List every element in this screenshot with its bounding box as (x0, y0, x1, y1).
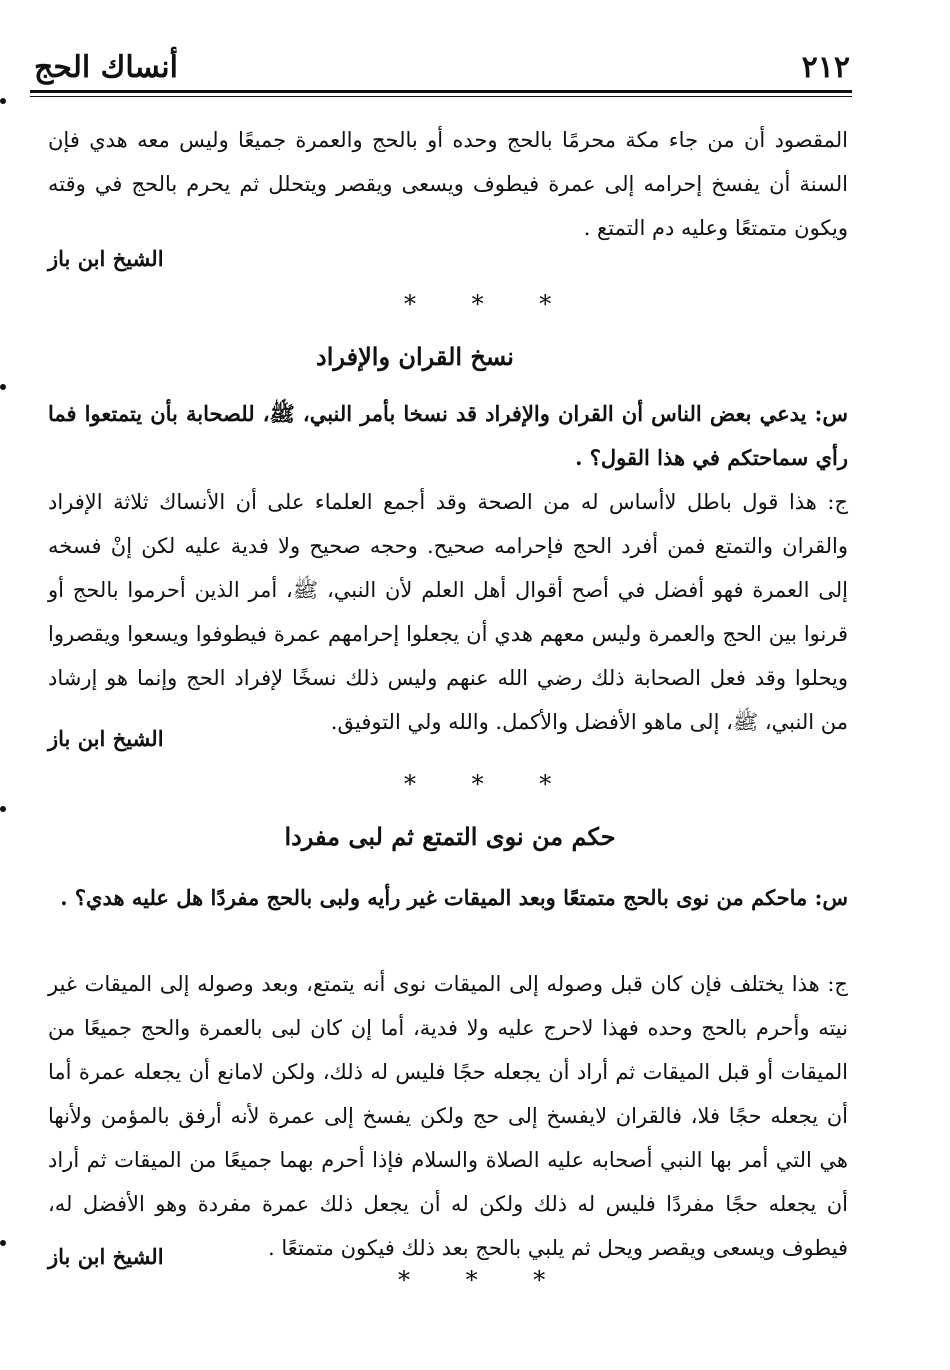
header-rule-thin (30, 96, 852, 97)
separator-stars: * * * (404, 290, 576, 318)
running-title: أنساك الحج (34, 50, 178, 85)
section1-signature: الشيخ ابن باز (48, 246, 164, 271)
section3-question: س: ماحكم من نوى بالحج متمتعًا وبعد الميقات غير رأيه ولبى بالحج مفردًا هل عليه هدي؟ . (60, 885, 848, 910)
page-number: ٢١٢ (801, 50, 850, 85)
margin-dot (0, 806, 6, 812)
separator-stars: * * * (404, 770, 576, 798)
header-rule-thick (30, 90, 852, 93)
margin-dot (0, 1240, 6, 1246)
section2-signature: الشيخ ابن باز (48, 726, 164, 751)
section3-answer: ج: هذا يختلف فإن كان قبل وصوله إلى الميقات نوى أنه يتمتع، وبعد وصوله إلى الميقات غير نيته وأحرم بالحج وحده فهذا لاحرج عليه ولا فدية، أما إن كان لبى بالعمرة والحج جميعًا من الميقات أو قبل الميقات ثم أراد أن يجعله حجًا فليس له ذلك، ولكن لامانع أن يجعله عمرة أما أن يجعله حجًا فلا، فالقران لايفسخ إلى حج ولكن يفسخ إلى عمرة لأنه أرفق بالمؤمن ولأنها هي التي أمر بها النبي أصحابه عليه الصلاة والسلام فإذا أحرم بهما جميعًا من الميقات ثم أراد أن يجعله حجًا مفردًا فليس له ذلك ولكن له أن يجعل ذلك عمرة مفردة وهو الأفضل له، فيطوف ويسعى ويقصر ويحل ثم يلبي بالحج بعد ذلك فيكون متمتعًا . (48, 972, 848, 1260)
margin-dot (0, 98, 6, 104)
section1-paragraph: المقصود أن من جاء مكة محرمًا بالحج وحده أو بالحج والعمرة جميعًا وليس معه هدي فإن السنة أن يفسخ إحرامه إلى عمرة فيطوف ويسعى ويقصر ويتحلل ثم يحرم بالحج في وقته ويكون متمتعًا وعليه دم التمتع . (48, 128, 848, 240)
margin-dot (0, 384, 6, 390)
section2-title: نسخ القران والإفراد (316, 342, 514, 371)
section3-title: حكم من نوى التمتع ثم لبى مفردا (284, 822, 616, 851)
section2-question: س: يدعي بعض الناس أن القران والإفراد قد نسخا بأمر النبي، ﷺ، للصحابة بأن يتمتعوا فما رأي سماحتكم في هذا القول؟ . (48, 401, 848, 470)
separator-stars: * * * (398, 1266, 570, 1294)
section2-answer: ج: هذا قول باطل لاأساس له من الصحة وقد أجمع العلماء على أن الأنساك ثلاثة الإفراد والقران والتمتع فمن أفرد الحج فإحرامه صحيح. وحجه صحيح ولا فدية عليه لكن إنْ فسخه إلى العمرة فهو أفضل في أصح أقوال أهل العلم لأن النبي، ﷺ، أمر الذين أحرموا بالحج أو قرنوا بين الحج والعمرة وليس معهم هدي أن يجعلوا إحرامهم عمرة فيطوفوا ويسعوا ويقصروا ويحلوا وقد فعل الصحابة ذلك رضي الله عنهم وليس ذلك نسخًا لإفراد الحج وإنما هو إرشاد من النبي، ﷺ، إلى ماهو الأفضل والأكمل. والله ولي التوفيق. (48, 490, 848, 734)
section3-signature: الشيخ ابن باز (48, 1244, 164, 1269)
